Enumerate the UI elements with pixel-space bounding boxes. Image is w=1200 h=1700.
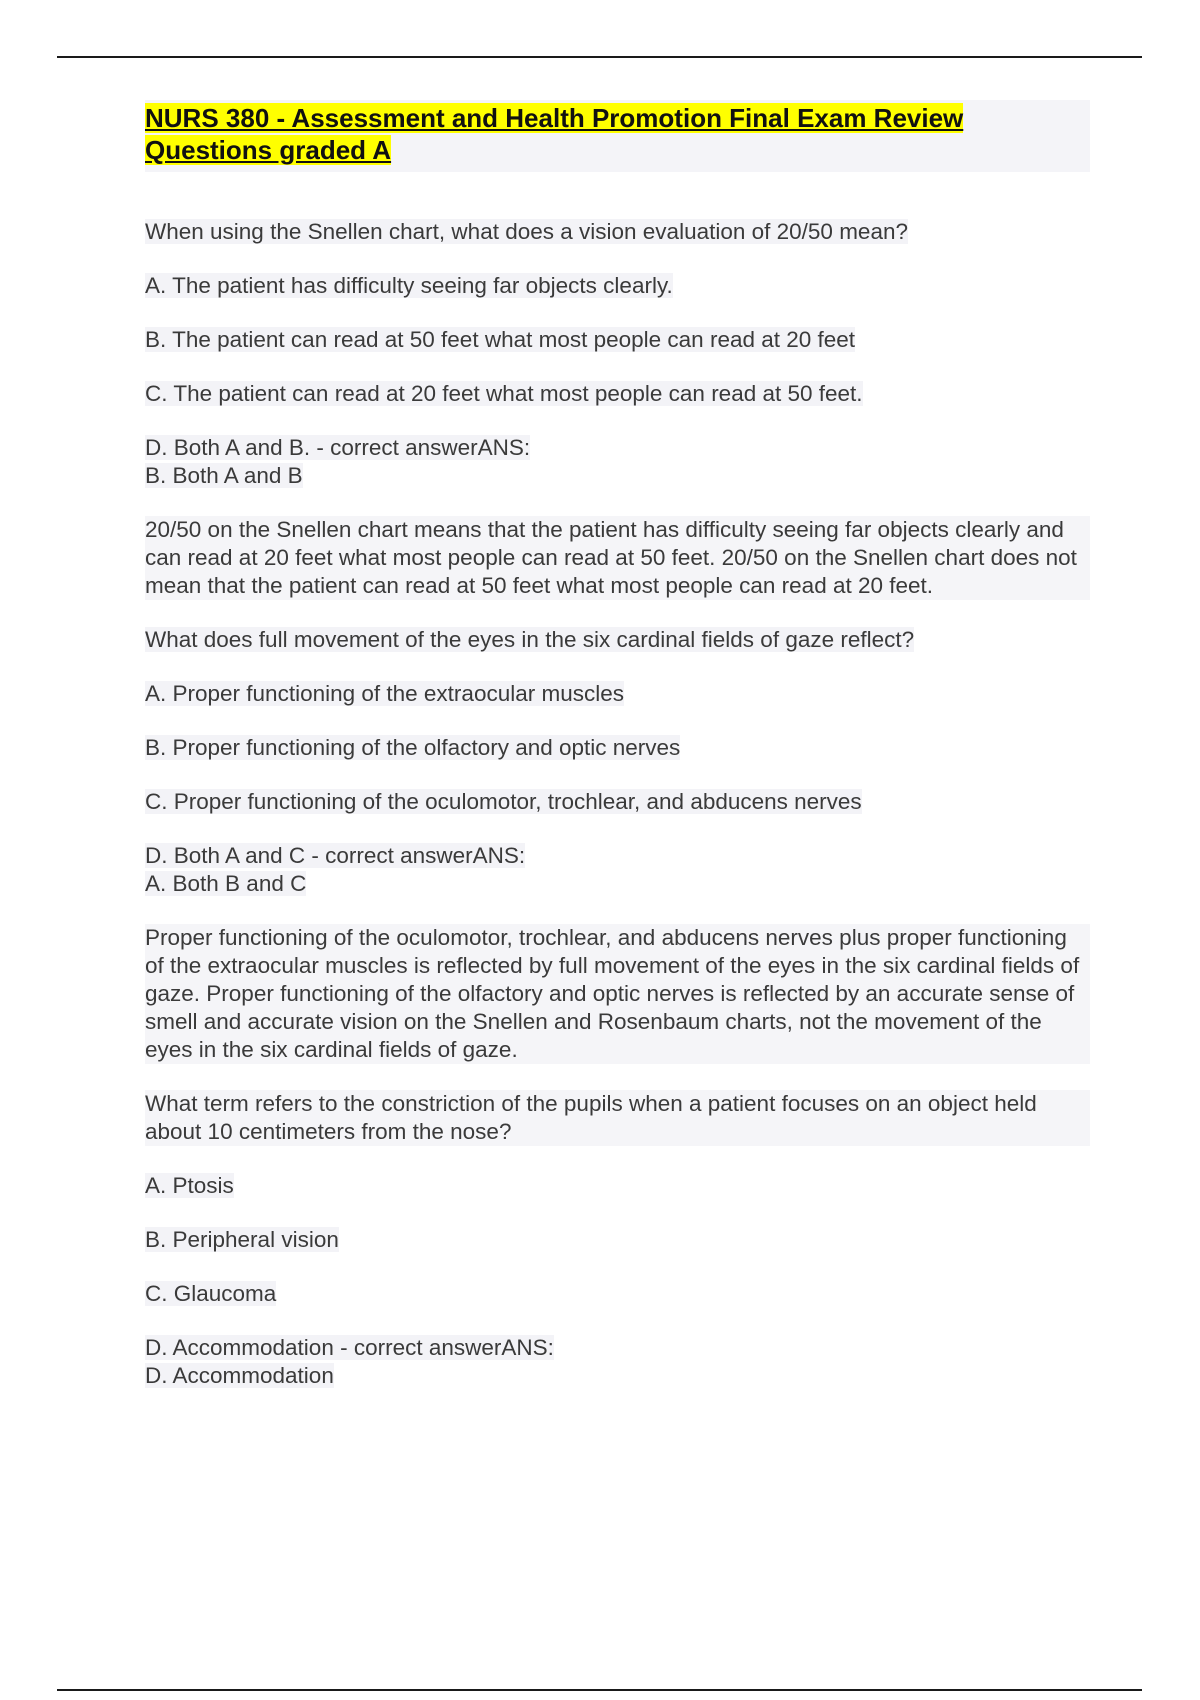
question-3-option-b: B. Peripheral vision	[145, 1227, 339, 1252]
question-1-option-c: C. The patient can read at 20 feet what most people can read at 50 feet.	[145, 381, 863, 406]
question-1-explanation: 20/50 on the Snellen chart means that the patient has difficulty seeing far objects clearly and can read at 20 feet what most people can read at 50 feet. 20/50 on the Snellen chart does not mean that the patient can read at 50 feet what most people can read at 20 feet.	[145, 516, 1090, 600]
question-2-option-c: C. Proper functioning of the oculomotor, trochlear, and abducens nerves	[145, 789, 862, 814]
question-1-option-a: A. The patient has difficulty seeing far objects clearly.	[145, 273, 673, 298]
question-2-option-b: B. Proper functioning of the olfactory and optic nerves	[145, 735, 681, 760]
question-1-option-b: B. The patient can read at 50 feet what most people can read at 20 feet	[145, 327, 856, 352]
question-3-option-a: A. Ptosis	[145, 1173, 234, 1198]
question-1-answer: B. Both A and B	[145, 463, 303, 488]
title-block	[145, 100, 1090, 172]
question-1-text: When using the Snellen chart, what does a vision evaluation of 20/50 mean?	[145, 219, 908, 244]
bottom-rule	[57, 1689, 1142, 1691]
question-3-answer: D. Accommodation	[145, 1363, 334, 1388]
question-2-answer: A. Both B and C	[145, 871, 307, 896]
top-rule	[57, 56, 1142, 58]
question-2-option-a: A. Proper functioning of the extraocular muscles	[145, 681, 624, 706]
question-3-option-d: D. Accommodation - correct answerANS:	[145, 1335, 554, 1360]
question-3-text: What term refers to the constriction of the pupils when a patient focuses on an object held about 10 centimeters from the nose?	[145, 1090, 1090, 1146]
question-3-option-c: C. Glaucoma	[145, 1281, 277, 1306]
question-2-option-d: D. Both A and C - correct answerANS:	[145, 843, 526, 868]
question-2-text: What does full movement of the eyes in the six cardinal fields of gaze reflect?	[145, 627, 915, 652]
document-body	[145, 100, 1090, 1416]
question-1-option-d: D. Both A and B. - correct answerANS:	[145, 435, 531, 460]
question-2-explanation: Proper functioning of the oculomotor, trochlear, and abducens nerves plus proper functioning of the extraocular muscles is reflected by full movement of the eyes in the six cardinal fields of gaze. Proper functioning of the olfactory and optic nerves is reflected by an accurate sense of smell and accurate vision on the Snellen and Rosenbaum charts, not the movement of the eyes in the six cardinal fields of gaze.	[145, 924, 1090, 1064]
document-title: NURS 380 - Assessment and Health Promotion Final Exam Review Questions graded A	[145, 103, 964, 165]
